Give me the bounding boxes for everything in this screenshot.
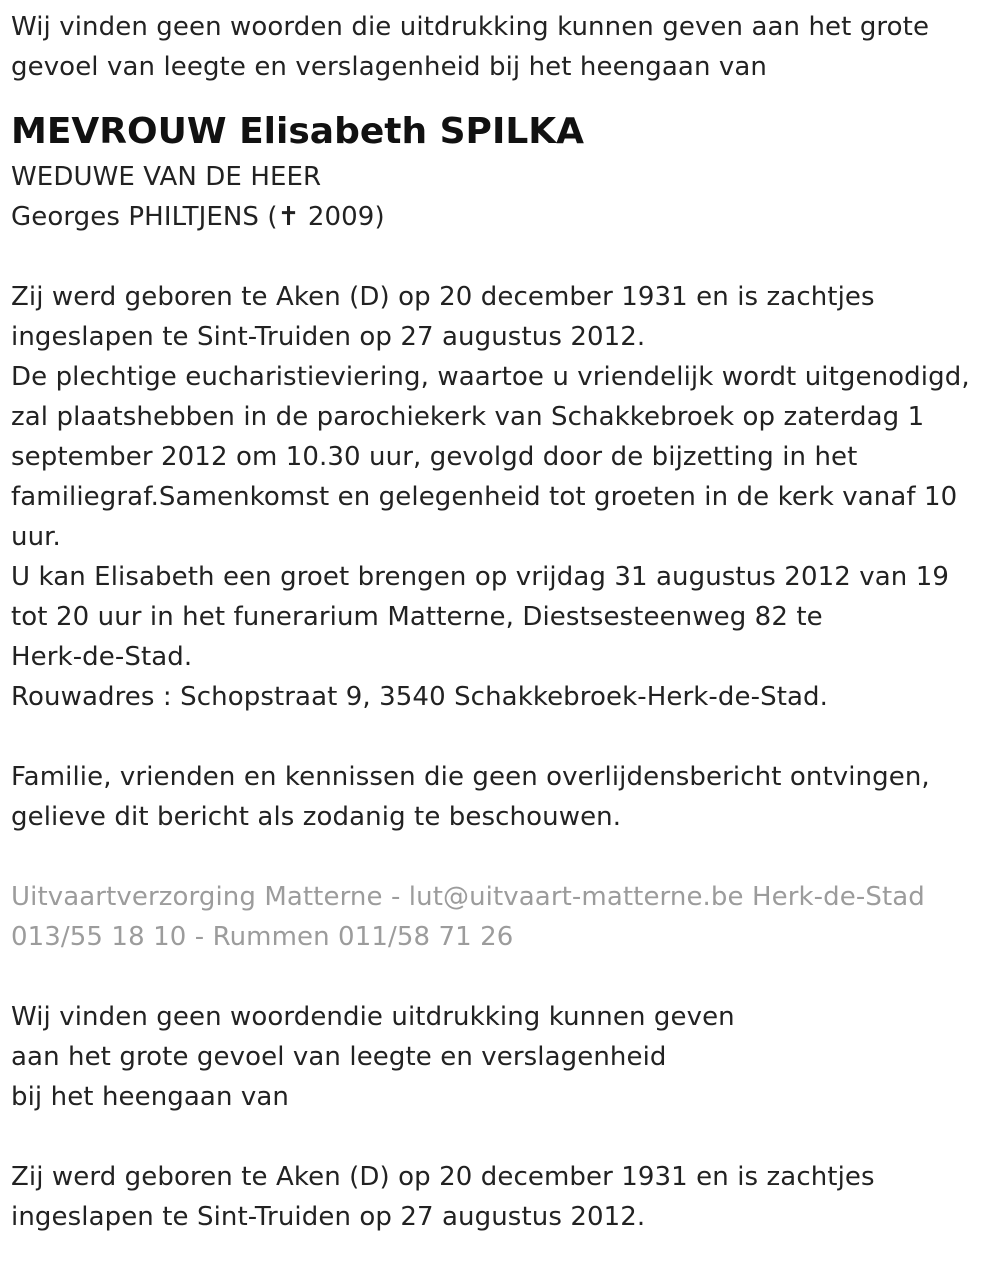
notice-line: gelieve dit bericht als zodanig te beschouwen. xyxy=(11,802,622,832)
repeat-intro-line: Wij vinden geen woordendie uitdrukking kunnen geven xyxy=(11,1002,735,1032)
intro-paragraph xyxy=(11,7,1000,87)
body-line: Zij werd geboren te Aken (D) op 20 december 1931 en is zachtjes xyxy=(11,282,875,312)
repeat-intro-paragraph xyxy=(11,997,1000,1117)
intro-line: Wij vinden geen woorden die uitdrukking kunnen geven aan het grote xyxy=(11,12,930,42)
body-line: U kan Elisabeth een groet brengen op vrijdag 31 augustus 2012 van 19 xyxy=(11,562,949,592)
body-line: september 2012 om 10.30 uur, gevolgd door de bijzetting in het xyxy=(11,442,858,472)
intro-line: gevoel van leegte en verslagenheid bij het heengaan van xyxy=(11,52,767,82)
deceased-name: MEVROUW Elisabeth SPILKA xyxy=(11,111,585,152)
body-line: familiegraf.Samenkomst en gelegenheid tot groeten in de kerk vanaf 10 xyxy=(11,482,958,512)
funeral-home-line: Uitvaartverzorging Matterne - lut@uitvaart-matterne.be Herk-de-Stad xyxy=(11,882,925,912)
repeat-intro-line: aan het grote gevoel van leegte en verslagenheid xyxy=(11,1042,667,1072)
repeat-body-line: ingeslapen te Sint-Truiden op 27 augustus 2012. xyxy=(11,1202,646,1232)
spacer xyxy=(11,717,1000,757)
widow-line: WEDUWE VAN DE HEER xyxy=(11,162,322,192)
funeral-home-phone: 013/55 18 10 - Rummen 011/58 71 26 xyxy=(11,922,514,952)
repeat-body-line: Zij werd geboren te Aken (D) op 20 december 1931 en is zachtjes xyxy=(11,1162,875,1192)
body-paragraph xyxy=(11,277,1000,717)
notice-line: Familie, vrienden en kennissen die geen overlijdensbericht ontvingen, xyxy=(11,762,930,792)
body-line: uur. xyxy=(11,522,61,552)
deceased-block xyxy=(11,107,1000,237)
body-line: zal plaatshebben in de parochiekerk van Schakkebroek op zaterdag 1 xyxy=(11,402,925,432)
repeat-intro-line: bij het heengaan van xyxy=(11,1082,290,1112)
body-line: De plechtige eucharistieviering, waartoe u vriendelijk wordt uitgenodigd, xyxy=(11,362,970,392)
spacer xyxy=(11,957,1000,997)
mourning-address: Rouwadres : Schopstraat 9, 3540 Schakkebroek-Herk-de-Stad. xyxy=(11,682,828,712)
funeral-home-info xyxy=(11,877,1000,957)
spouse-line: Georges PHILTJENS (✝ 2009) xyxy=(11,202,385,232)
repeat-body-paragraph xyxy=(11,1157,1000,1237)
body-line: ingeslapen te Sint-Truiden op 27 augustus 2012. xyxy=(11,322,646,352)
spacer xyxy=(11,237,1000,277)
spacer xyxy=(11,1117,1000,1157)
notice-paragraph xyxy=(11,757,1000,837)
spacer xyxy=(11,837,1000,877)
body-line: tot 20 uur in het funerarium Matterne, Diestsesteenweg 82 te xyxy=(11,602,823,632)
spacer xyxy=(11,87,1000,107)
body-line: Herk-de-Stad. xyxy=(11,642,193,672)
